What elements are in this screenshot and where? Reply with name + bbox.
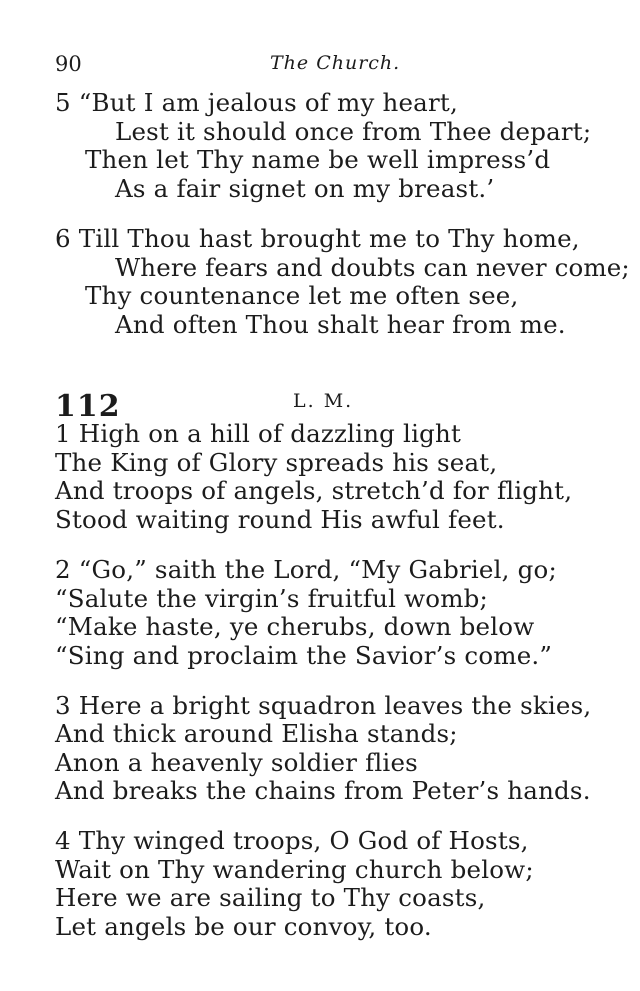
stanza-line: 6 Till Thou hast brought me to Thy home, — [55, 224, 580, 253]
page-number: 90 — [55, 52, 82, 76]
stanza-line: And thick around Elisha stands; — [55, 719, 458, 748]
stanza-line: The King of Glory spreads his seat, — [55, 448, 498, 477]
stanza-line: “Salute the virgin’s fruitful womb; — [55, 584, 489, 613]
stanza-line: And often Thou shalt hear from me. — [115, 310, 566, 339]
stanza-line: 2 “Go,” saith the Lord, “My Gabriel, go; — [55, 555, 557, 584]
stanza-line: And breaks the chains from Peter’s hands. — [55, 776, 591, 805]
stanza-line: 3 Here a bright squadron leaves the skies, — [55, 691, 592, 720]
stanza-line: 1 High on a hill of dazzling light — [55, 419, 462, 448]
running-title: The Church. — [270, 52, 401, 74]
stanza-line: 5 “But I am jealous of my heart, — [55, 88, 458, 117]
hymn-number: 112 — [55, 389, 121, 424]
stanza-line: Thy countenance let me often see, — [85, 281, 519, 310]
stanza-line: “Sing and proclaim the Savior’s come.” — [55, 641, 553, 670]
stanza-line: Lest it should once from Thee depart; — [115, 117, 592, 146]
page-header — [55, 52, 600, 78]
stanza-line: Then let Thy name be well impress’d — [85, 145, 551, 174]
stanza-line: Wait on Thy wandering church below; — [55, 855, 534, 884]
stanza-line: As a fair signet on my breast.’ — [115, 174, 495, 203]
stanza-line: Where fears and doubts can never come; — [115, 253, 630, 282]
stanza-line: Anon a heavenly soldier flies — [55, 748, 418, 777]
stanza-line: Stood waiting round His awful feet. — [55, 505, 505, 534]
stanza-line: 4 Thy winged troops, O God of Hosts, — [55, 826, 529, 855]
stanza-line: Let angels be our convoy, too. — [55, 912, 432, 941]
stanza-line: “Make haste, ye cherubs, down below — [55, 612, 535, 641]
stanza-line: And troops of angels, stretch’d for flight, — [55, 476, 573, 505]
hymn-meter: L. M. — [293, 390, 354, 412]
stanza-line: Here we are sailing to Thy coasts, — [55, 883, 486, 912]
